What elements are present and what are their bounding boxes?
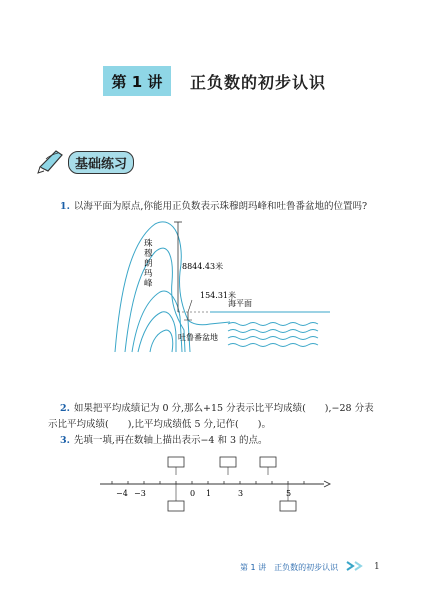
chevron-right-icon xyxy=(345,560,367,572)
basin-label: 吐鲁番盆地 xyxy=(178,333,218,342)
tick-label: 1 xyxy=(206,489,212,498)
answer-box[interactable] xyxy=(280,501,296,511)
footer-chapter: 第 1 讲 正负数的初步认识 xyxy=(240,563,339,572)
section-label: 基础练习 xyxy=(68,151,134,174)
question-2 xyxy=(60,402,390,416)
tick-label: 5 xyxy=(286,489,292,498)
question-number: 2. xyxy=(60,403,70,414)
tick-label: −4 xyxy=(116,489,128,498)
number-line xyxy=(92,455,332,515)
depth-label: 154.31米 xyxy=(200,291,236,300)
question-text: 以海平面为原点,你能用正负数表示珠穆朗玛峰和吐鲁番盆地的位置吗? xyxy=(73,201,368,212)
height-label: 8844.43米 xyxy=(182,262,224,271)
answer-box[interactable] xyxy=(168,457,184,467)
answer-box[interactable] xyxy=(220,457,236,467)
chapter-label-box xyxy=(103,66,171,96)
sea-level-label: 海平面 xyxy=(228,299,252,308)
elevation-diagram xyxy=(110,212,340,372)
question-3 xyxy=(60,434,390,448)
mountain-label-char: 珠 xyxy=(144,239,153,249)
chapter-title: 正负数的初步认识 xyxy=(190,73,327,92)
answer-box[interactable] xyxy=(260,457,276,467)
answer-box[interactable] xyxy=(168,501,184,511)
mountain-label-char: 峰 xyxy=(144,279,153,289)
tick-label: −3 xyxy=(134,489,146,498)
question-text: 如果把平均成绩记为 0 分,那么+15 分表示比平均成绩( ),−28 分表 xyxy=(73,403,374,414)
tick-label: 0 xyxy=(190,489,196,498)
page-number: 1 xyxy=(374,562,380,572)
question-2-line-2: 示比平均成绩( ),比平均成绩低 5 分,记作( )。 xyxy=(48,419,271,430)
chapter-label: 第 1 讲 xyxy=(111,72,163,91)
tick-label: 3 xyxy=(238,489,244,498)
mountain-label-char: 朗 xyxy=(144,259,153,269)
question-text: 先填一填,再在数轴上描出表示−4 和 3 的点。 xyxy=(73,435,268,446)
question-number: 3. xyxy=(60,435,70,446)
mountain-label-char: 穆 xyxy=(144,249,153,259)
question-number: 1. xyxy=(60,201,70,212)
mountain-label-char: 玛 xyxy=(144,269,153,279)
